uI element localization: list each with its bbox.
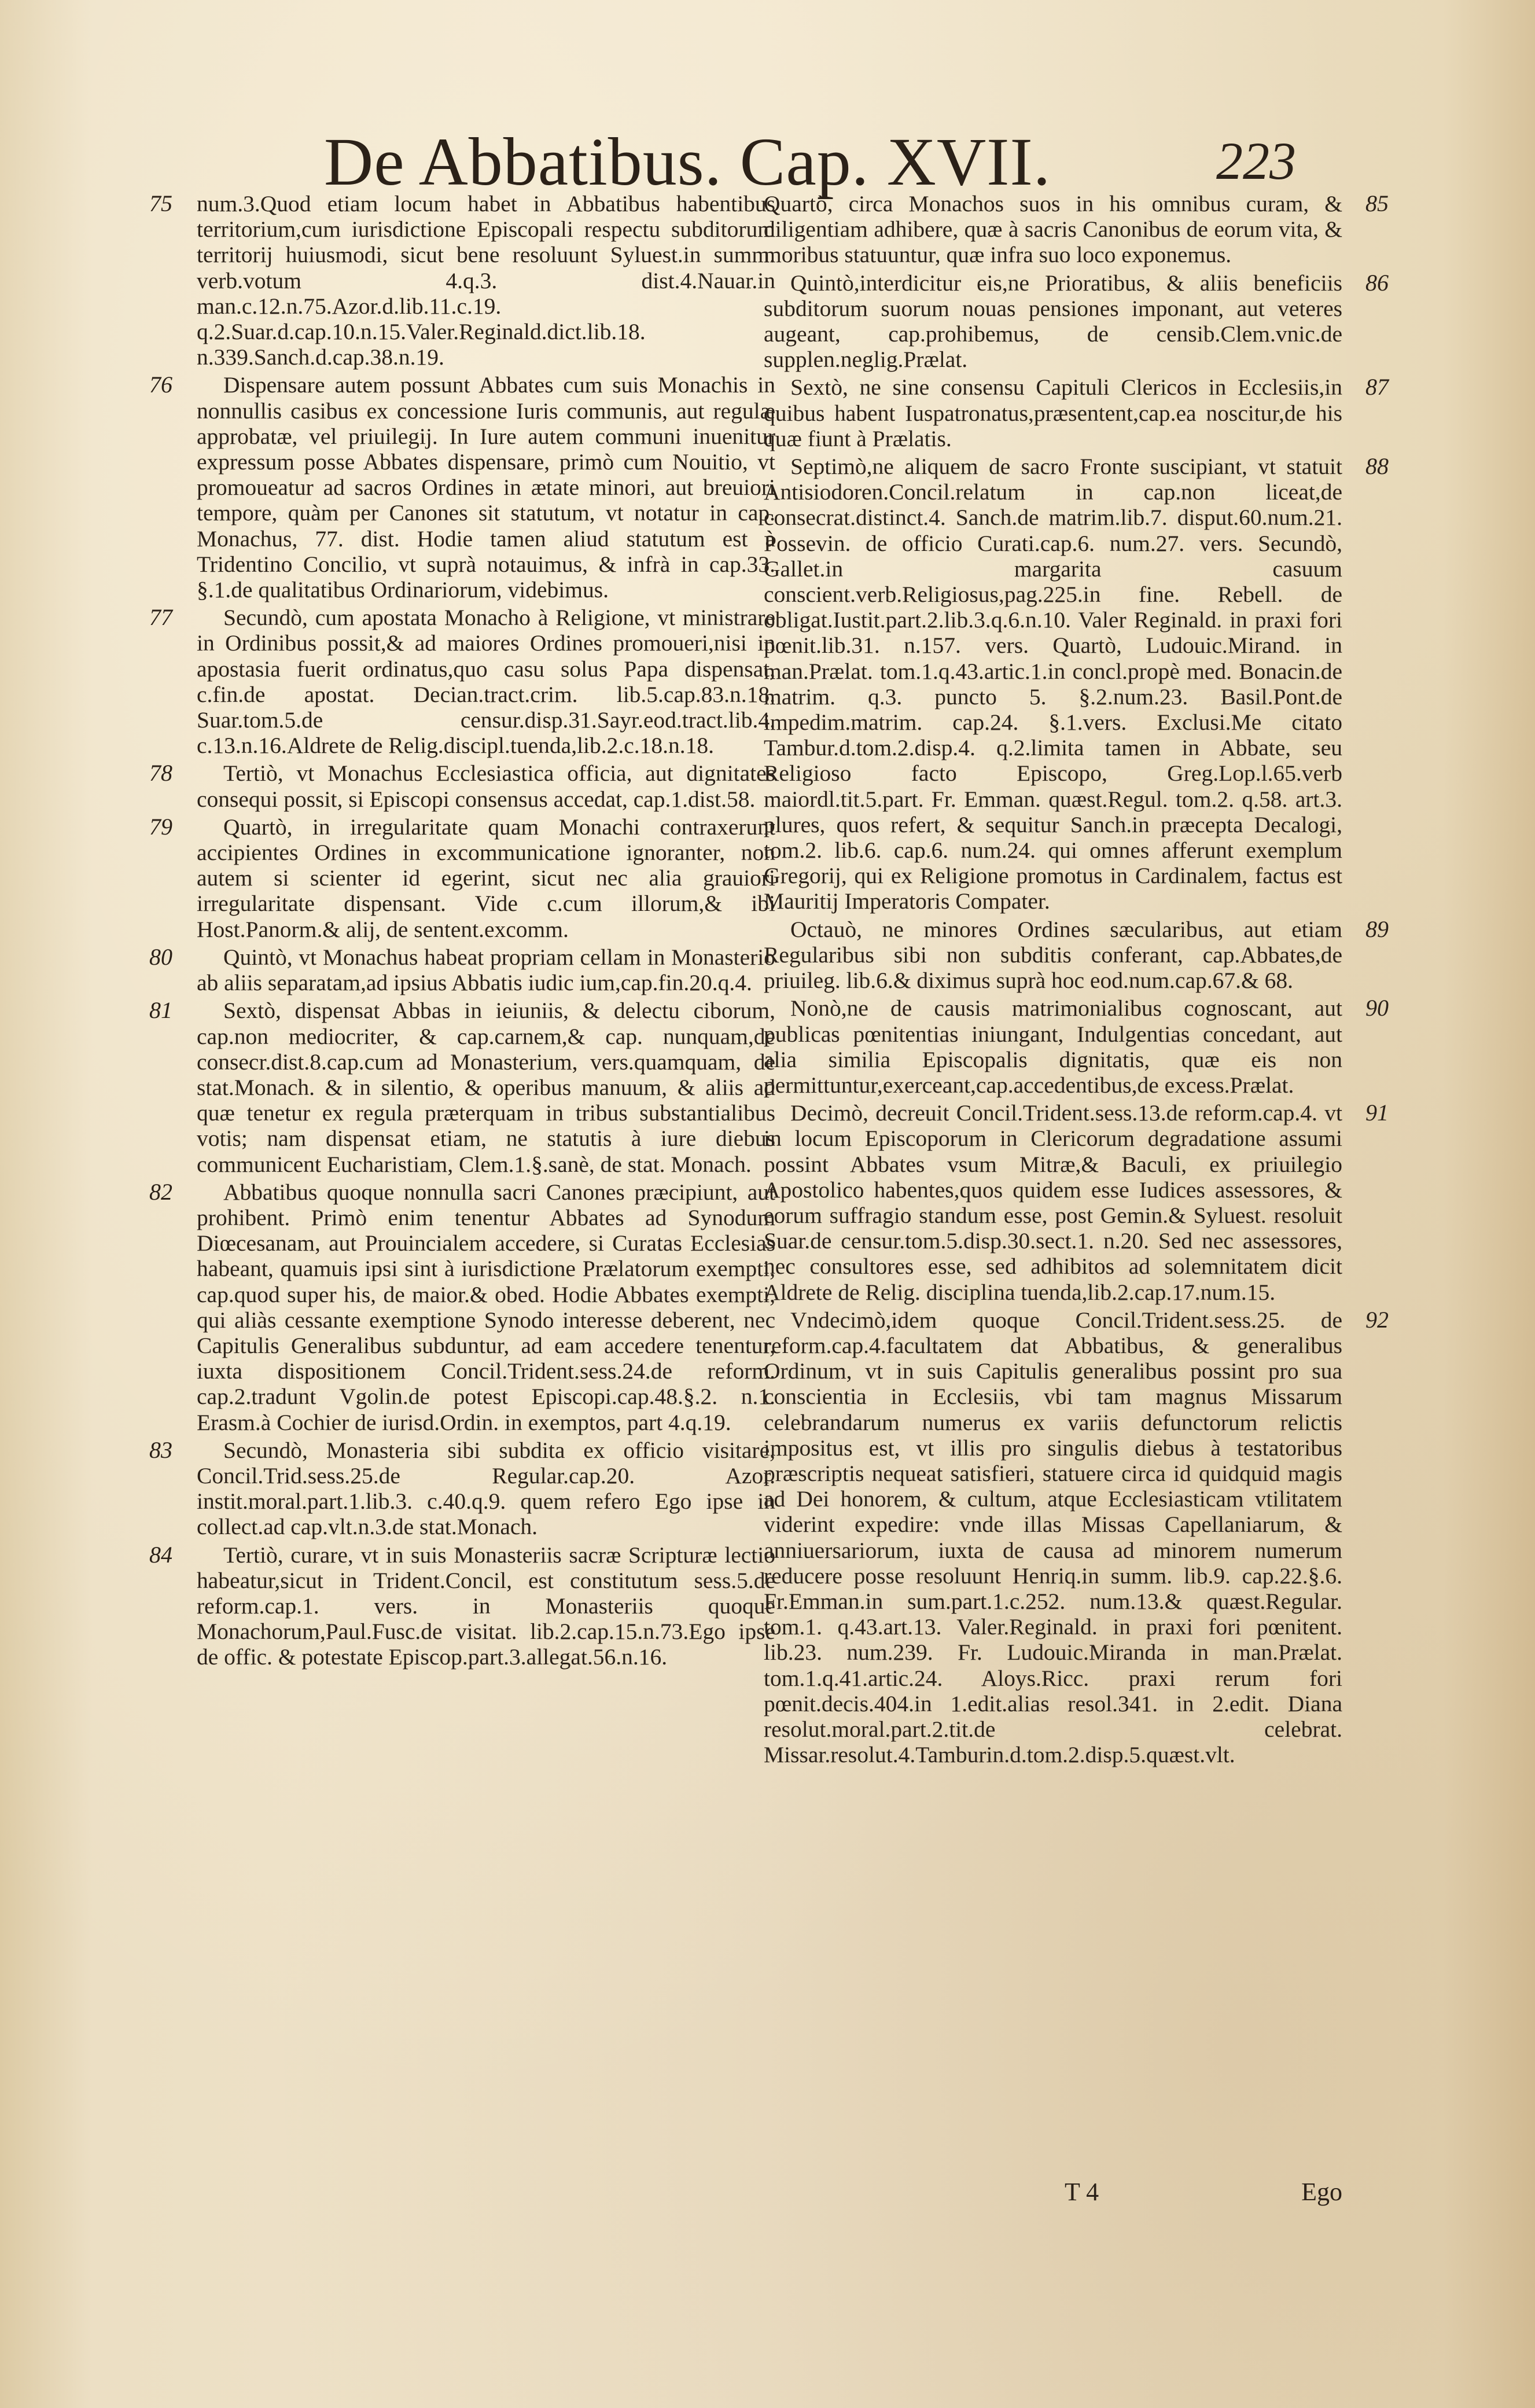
paragraph-text: Quartò, in irregularitate quam Monachi contraxerunt accipientes Ordines in excommunicatione ignoranter, non autem si scienter id egerint, sicut nec alia grauiori irregularitate dispensant. Vide c.cum illorum,& ibi Host.Panorm.& alij, de sentent.excomm. [197, 814, 775, 942]
paragraph-text: Sextò, ne sine consensu Capituli Clericos in Ecclesiis,in quibus habent Iuspatronatus,præsentent,cap.ea noscitur,de his quæ fiunt à Prælatis. [764, 374, 1342, 451]
paragraph [149, 997, 775, 1177]
paragraph-text: Vndecimò,idem quoque Concil.Trident.sess.25. de reform.cap.4.facultatem dat Abbatibus, & generalibus Ordinum, vt in suis Capitulis generalibus possint pro sua conscientia in Ecclesiis, vbi tam magnus Missarum celebrandarum numerus ex variis defunctorum relictis impositus est, vt illis pro singulis diebus à testatoribus præscriptis nequeat satisfieri, statuere circa id quidquid magis ad Dei honorem, & cultum, atque Ecclesiasticam vtilitatem viderint expedire: vnde illas Missas Capellaniarum, & anniuersariorum, iuxta de causa ad minorem numerum reducere posse resoluunt Henriq.in summ. lib.9. cap.22.§.6. Fr.Emman.in sum.part.1.c.252. num.13.& quæst.Regular. tom.1. q.43.art.13. Valer.Reginald. in praxi fori pœnitent. lib.23. num.239. Fr. Ludouic.Miranda in man.Prælat. tom.1.q.41.artic.24. Aloys.Ricc. praxi rerum fori pœnit.decis.404.in 1.edit.alias resol.341. in 2.edit. Diana resolut.moral.part.2.tit.de celebrat. Missar.resolut.4.Tamburin.d.tom.2.disp.5.quæst.vlt. [764, 1307, 1342, 1768]
paragraph-text: Nonò,ne de causis matrimonialibus cognoscant, aut publicas pœnitentias iniungant, Indulgentias concedant, aut alia similia Episcopalis dignitatis, quæ eis non permittuntur,exerceant,cap.accedentibus,de excess.Prælat. [764, 995, 1342, 1098]
paragraph [764, 374, 1389, 451]
paragraph [149, 1541, 775, 1670]
paragraph-text: Abbatibus quoque nonnulla sacri Canones præcipiunt, aut prohibent. Primò enim tenentur Abbates ad Synodum Diœcesanam, aut Prouincialem accedere, si Curatas Ecclesias habeant, quamuis ipsi sint à iurisdictione Prælatorum exempti, cap.quod super his, de maior.& obed. Hodie Abbates exempti, qui aliàs cessante exemptione Synodo interesse deberent, nec Capitulis Generalibus subduntur, ad eam accedere tenentur, iuxta dispositionem Concil.Trident.sess.24.de reform. cap.2.tradunt Vgolin.de potest Episcopi.cap.48.§.2. n.1. Erasm.à Cochier de iurisd.Ordin. in exemptos, part 4.q.19. [197, 1179, 775, 1435]
marginal-number: 86 [1365, 269, 1389, 296]
paragraph-text: Tertiò, vt Monachus Ecclesiastica officia, aut dignitates consequi possit, si Episcopi consensus accedat, cap.1.dist.58. [197, 760, 775, 812]
paragraph [149, 813, 775, 942]
marginal-number: 82 [149, 1178, 172, 1205]
paragraph-text: Secundò, cum apostata Monacho à Religione, vt ministrare in Ordinibus possit,& ad maiores Ordines promoueri,nisi in apostasia fuerit ordinatus,quo casu solus Papa dispensat, c.fin.de apostat. Decian.tract.crim. lib.5.cap.83.n.18. Suar.tom.5.de censur.disp.31.Sayr.eod.tract.lib.4. c.13.n.16.Aldrete de Relig.discipl.tuenda,lib.2.c.18.n.18. [197, 605, 775, 759]
paragraph [764, 995, 1389, 1098]
paragraph-text: Secundò, Monasteria sibi subdita ex officio visitare, Concil.Trid.sess.25.de Regular.cap.20. Azor. instit.moral.part.1.lib.3. c.40.q.9. quem refero Ego ipse in collect.ad cap.vlt.n.3.de stat.Monach. [197, 1437, 775, 1540]
marginal-number: 89 [1365, 916, 1389, 942]
marginal-number: 92 [1365, 1306, 1389, 1333]
paragraph-text: Tertiò, curare, vt in suis Monasteriis sacræ Scripturæ lectio habeatur,sicut in Trident.Concil, est constitutum sess.5.de reform.cap.1. vers. in Monasteriis quoque Monachorum,Paul.Fusc.de visitat. lib.2.cap.15.n.73.Ego ipse de offic. & potestate Episcop.part.3.allegat.56.n.16. [197, 1542, 775, 1670]
marginal-number: 87 [1365, 374, 1389, 400]
marginal-number: 84 [149, 1541, 172, 1568]
paragraph [149, 1436, 775, 1540]
paragraph [149, 943, 775, 996]
marginal-number: 75 [149, 190, 172, 216]
paragraph [149, 190, 775, 370]
paragraph [149, 1178, 775, 1435]
paragraph-text: Octauò, ne minores Ordines sæcularibus, aut etiam Regularibus sibi non subditis conferant, cap.Abbates,de priuileg. lib.6.& diximus suprà hoc eod.num.cap.67.& 68. [764, 916, 1342, 994]
marginal-number: 88 [1365, 453, 1389, 480]
marginal-number: 83 [149, 1436, 172, 1463]
paragraph-text: Quartò, circa Monachos suos in his omnibus curam, & diligentiam adhibere, quæ à sacris Canonibus de eorum vita, & moribus statuuntur, quæ infra suo loco exponemus. [764, 191, 1342, 268]
marginal-number: 81 [149, 997, 172, 1024]
paragraph [764, 190, 1389, 268]
marginal-number: 90 [1365, 995, 1389, 1021]
paragraph-text: Dispensare autem possunt Abbates cum suis Monachis in nonnullis casibus ex concessione Iuris communis, aut regulæ approbatæ, vel priuilegij. In Iure autem communi inuenitur expressum posse Abbates dispensare, primò cum Nouitio, vt promoueatur ad sacros Ordines in ætate minori, aut breuiori tempore, quàm per Canones sit statutum, vt notatur in cap. Monachus, 77. dist. Hodie tamen aliud statutum est à Tridentino Concilio, vt suprà notauimus, & infrà in cap.33. §.1.de qualitatibus Ordinariorum, videbimus. [197, 372, 775, 603]
page-number: 223 [1216, 131, 1296, 190]
paragraph-text: Quintò,interdicitur eis,ne Prioratibus, & aliis beneficiis subditorum suorum nouas pensiones imponant, aut veteres augeant, cap.prohibemus, de censib.Clem.vnic.de supplen.neglig.Prælat. [764, 270, 1342, 373]
marginal-number: 77 [149, 604, 172, 631]
paragraph-text: Sextò, dispensat Abbas in ieiuniis, & delectu ciborum, cap.non mediocriter, & cap.carnem,& cap. nunquam,de consecr.dist.8.cap.cum ad Monasterium, vers.quamquam, de stat.Monach. & in silentio, & operibus manuum, & aliis ad quæ tenetur ex regula præterquam in tribus substantialibus votis; nam dispensat etiam, ne statutis à iure diebus communicent Eucharistiam, Clem.1.§.sanè, de stat. Monach. [197, 998, 775, 1177]
paragraph-text: Decimò, decreuit Concil.Trident.sess.13.de reform.cap.4. vt in locum Episcoporum in Clericorum degradatione assumi possint Abbates vsum Mitræ,& Baculi, ex priuilegio Apostolico habentes,quos quidem esse Iudices assessores, & eorum suffragio standum esse, post Gemin.& Syluest. resoluit Suar.de censur.tom.5.disp.30.sect.1. n.20. Sed nec assessores, nec consultores esse, sed adhibitos ad solemnitatem dicit Aldrete de Relig. disciplina tuenda,lib.2.cap.17.num.15. [764, 1100, 1342, 1305]
marginal-number: 78 [149, 760, 172, 786]
marginal-number: 85 [1365, 190, 1389, 216]
marginal-number: 80 [149, 943, 172, 970]
paragraph-text: Quintò, vt Monachus habeat propriam cellam in Monasterio ab aliis separatam,ad ipsius Abbatis iudic ium,cap.fin.20.q.4. [197, 944, 775, 996]
paragraph [764, 916, 1389, 994]
left-column [149, 190, 775, 1670]
paragraph [149, 604, 775, 759]
paragraph [149, 372, 775, 603]
page-footer [764, 2176, 1342, 2211]
marginal-number: 76 [149, 372, 172, 398]
paragraph-text: num.3.Quod etiam locum habet in Abbatibus habentibus territorium,cum iurisdictione Episcopali respectu subditorum territorij huiusmodi, sicut bene resoluunt Syluest.in summ. verb.votum 4.q.3. dist.4.Nauar.in man.c.12.n.75.Azor.d.lib.11.c.19. q.2.Suar.d.cap.10.n.15.Valer.Reginald.dict.lib.18. n.339.Sanch.d.cap.38.n.19. [197, 191, 775, 370]
paragraph [764, 1306, 1389, 1768]
right-column [764, 190, 1389, 1768]
paragraph [764, 269, 1389, 373]
running-title: De Abbatibus. Cap. XVII. [324, 124, 1051, 200]
paragraph [764, 1100, 1389, 1305]
signature-mark: T 4 [1065, 2178, 1099, 2206]
marginal-number: 79 [149, 813, 172, 840]
paragraph [764, 453, 1389, 914]
marginal-number: 91 [1365, 1100, 1389, 1126]
paragraph-text: Septimò,ne aliquem de sacro Fronte suscipiant, vt statuit Antisiodoren.Concil.relatum in cap.non liceat,de consecrat.distinct.4. Sanch.de matrim.lib.7. disput.60.num.21. Possevin. de officio Curati.cap.6. num.27. vers. Secundò, Gallet.in margarita casuum conscient.verb.Religiosus,pag.225.in fine. Rebell. de obligat.Iustit.part.2.lib.3.q.6.n.10. Valer Reginald. in praxi fori pœnit.lib.31. n.157. vers. Quartò, Ludouic.Mirand. in man.Prælat. tom.1.q.43.artic.1.in concl.propè med. Bonacin.de matrim. q.3. puncto 5. §.2.num.23. Basil.Pont.de impedim.matrim. cap.24. §.1.vers. Exclusi.Me citato Tambur.d.tom.2.disp.4. q.2.limita tamen in Abbate, seu Religioso facto Episcopo, Greg.Lop.l.65.verb maiordl.tit.5.part. Fr. Emman. quæst.Regul. tom.2. q.58. art.3. plures, quos refert, & sequitur Sanch.in præcepta Decalogi, tom.2. lib.6. cap.6. num.24. qui omnes afferunt exemplum Gregorij, qui ex Religione promotus in Cardinalem, factus est Mauritij Imperatoris Compater. [764, 454, 1342, 914]
paragraph [149, 760, 775, 812]
catchword: Ego [1301, 2178, 1342, 2206]
